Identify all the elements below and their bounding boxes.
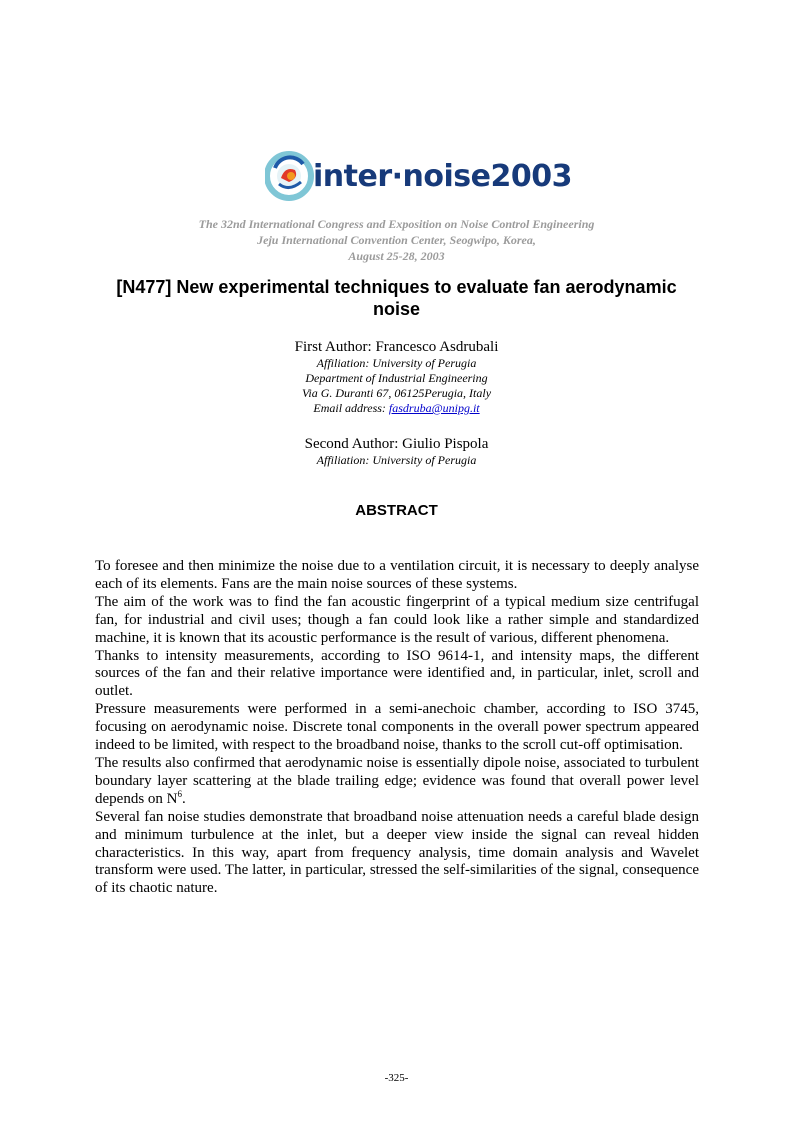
page-number: -325- — [384, 1072, 409, 1084]
abstract-paragraph: To foresee and then minimize the noise due to a ventilation circuit, it is necessary to deeply analyse each of its elements. Fans are the main noise sources of these systems. — [95, 558, 699, 592]
email-link[interactable]: fasdruba@unipg.it — [388, 401, 480, 415]
email-label: Email address: — [313, 401, 389, 415]
first-author-address: Via G. Duranti 67, 06125Perugia, Italy — [301, 386, 492, 400]
conference-dates: August 25-28, 2003 — [348, 249, 445, 263]
paper-title: [N477] New experimental techniques to evaluate fan aerodynamic noise — [116, 277, 677, 319]
abstract-paragraph: Thanks to intensity measurements, according to ISO 9614-1, and intensity maps, the different sources of the fan and their relative importance were identified and, in particular, inlet, scroll and outlet. — [95, 647, 699, 700]
abstract-paragraph-end: . — [182, 790, 186, 807]
superscript-exponent: 6 — [177, 788, 182, 799]
conference-venue: Jeju International Convention Center, Seogwipo, Korea, — [257, 233, 536, 247]
logo-wordmark: inter·noise2003 — [313, 159, 572, 194]
swirl-logo-icon — [265, 148, 315, 204]
abstract-heading: ABSTRACT — [355, 502, 438, 519]
abstract-paragraph: The aim of the work was to find the fan acoustic fingerprint of a typical medium size centrifugal fan, for industrial and civil uses; though a fan could look like a rather simple and standardized machine, it is known that its acoustic performance is the result of various, different phenomena. — [95, 593, 699, 646]
abstract-paragraph — [95, 755, 699, 809]
abstract-paragraph: Several fan noise studies demonstrate that broadband noise attenuation needs a careful blade design and minimum turbulence at the inlet, but a deeper view inside the signal can reveal hidden characteristics. In this way, apart from frequency analysis, time domain analysis and Wavelet transform were used. The latter, in particular, stressed the self-similarities of the signal, consequence of its chaotic nature. — [95, 808, 699, 897]
first-author-affiliation: Affiliation: University of Perugia — [316, 356, 477, 370]
second-author-name: Second Author: Giulio Pispola — [304, 436, 489, 452]
first-author-name: First Author: Francesco Asdrubali — [294, 339, 499, 355]
conference-logo — [265, 148, 572, 204]
conference-name: The 32nd International Congress and Exposition on Noise Control Engineering — [198, 217, 595, 231]
abstract-body — [95, 558, 699, 898]
abstract-paragraph-text: The results also confirmed that aerodynamic noise is essentially dipole noise, associated to turbulent boundary layer scattering at the blade trailing edge; evidence was found that overall power level depends on N — [95, 754, 699, 807]
first-author-department: Department of Industrial Engineering — [305, 371, 488, 385]
second-author-affiliation: Affiliation: University of Perugia — [316, 453, 477, 467]
abstract-paragraph: Pressure measurements were performed in a semi-anechoic chamber, according to ISO 3745, focusing on aerodynamic noise. Discrete tonal components in the overall power spectrum appeared indeed to be limited, with respect to the broadband noise, thanks to the scroll cut-off optimisation. — [95, 701, 699, 754]
first-author-email — [0, 401, 793, 416]
